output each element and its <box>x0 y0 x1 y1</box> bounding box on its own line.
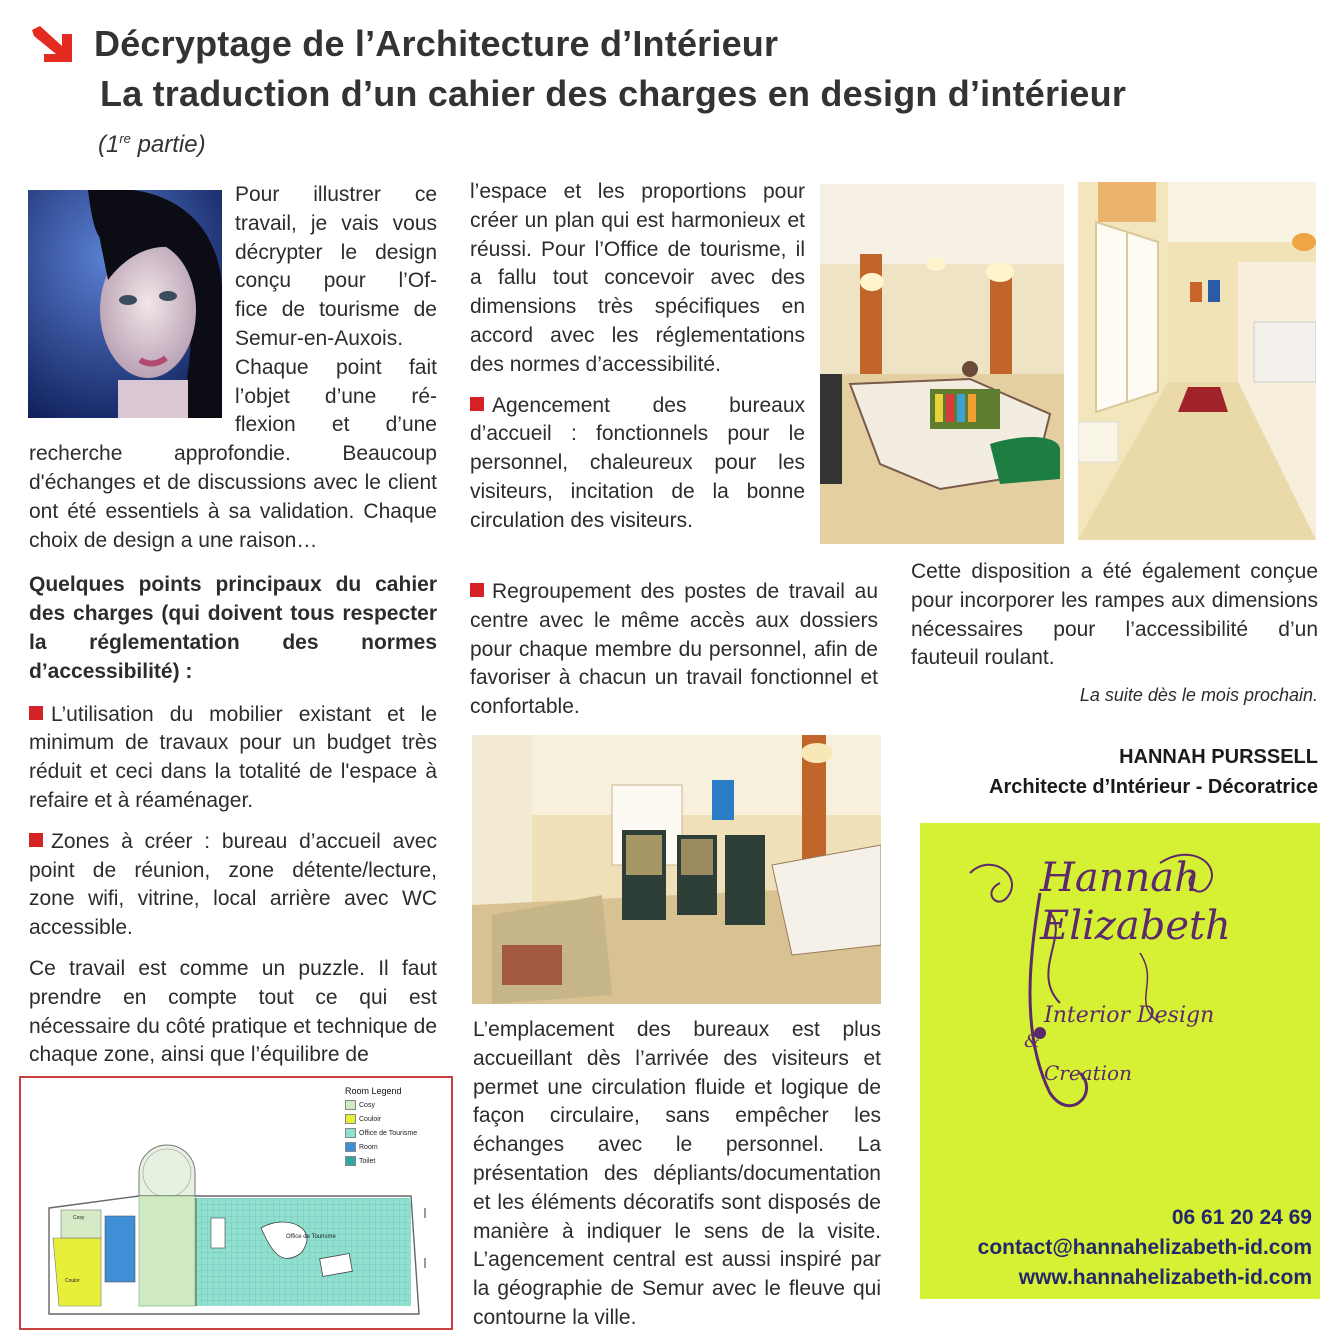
continuation-note: La suite dès le mois prochain. <box>1079 685 1318 706</box>
title-line-2: La traduction d’un cahier des charges en design d’intérieur <box>100 73 1127 114</box>
intro-line: conçu pour l’Of- <box>235 269 437 293</box>
legend-label: Cosy <box>359 1101 375 1109</box>
legend-swatch <box>345 1100 356 1110</box>
intro-line: Semur-en-Auxois. <box>235 326 404 350</box>
plan-cosy-label: Cosy <box>73 1215 85 1221</box>
plan-room-label: Office de Tourisme <box>286 1234 336 1240</box>
column-3 <box>911 558 1318 707</box>
paragraph-emplacement: L’emplacement des bureaux est plus accueillant dès l’arrivée des visiteurs et permet une circulation fluide et logique de façon circulaire, sans empêcher les échanges avec le personnel. La présentation des dépliants/documentation et les éléments décoratifs sont disposés de manière à indiquer le sens de la visite. L’agencement central est aussi inspiré par la géographie de Semur avec le fleuve qui contourne la ville. <box>473 1018 881 1329</box>
legend-item <box>345 1140 445 1154</box>
red-square-bullet-icon <box>29 833 43 847</box>
intro-line: flexion et d’une <box>235 413 437 437</box>
intro-paragraph <box>29 181 437 555</box>
contact-phone[interactable]: 06 61 20 24 69 <box>1171 1206 1312 1229</box>
title-line-1: Décryptage de l’Architecture d’Intérieur <box>94 23 779 64</box>
intro-line: Chaque point fait <box>235 355 437 379</box>
logo-line-2: Creation <box>1044 1061 1132 1085</box>
legend-label: Office de Tourisme <box>359 1129 418 1137</box>
red-heading: Quelques points principaux du cahier des charges (qui doivent tous respecter la réglementation des normes d’accessibilité) : <box>29 573 437 683</box>
intro-line: décrypter le design <box>235 240 437 264</box>
author-title: Architecte d’Intérieur - Décoratrice <box>989 776 1318 798</box>
red-arrow-icon <box>32 26 76 66</box>
intro-line: l’objet d’une ré- <box>235 384 437 408</box>
reception-desk-photo <box>820 184 1064 544</box>
author-name: HANNAH PURSSELL <box>1119 746 1318 768</box>
red-square-bullet-icon <box>470 397 484 411</box>
paragraph-disposition: Cette disposition a été également conçue pour incorporer les rampes aux dimensions nécessaires pour l’accessibilité d’un fauteuil roulant. <box>911 560 1318 670</box>
intro-line: travail, je vais vous <box>235 211 437 235</box>
intro-line: fice de tourisme de <box>235 298 437 322</box>
column-1 <box>29 181 437 1070</box>
bullet-4: Regroupement des postes de travail au centre avec le même accès aux dossiers pour chaque membre du personnel, afin de favoriser à chacun un travail fonctionnel et confortable. <box>470 580 878 719</box>
brochure-display-photo <box>472 735 881 1004</box>
logo-name-1: Hannah <box>1040 855 1200 901</box>
column-2 <box>470 178 805 536</box>
contact-email[interactable]: contact@hannahelizabeth-id.com <box>977 1236 1312 1259</box>
paragraph-proportions: l’espace et les proportions pour créer un plan qui est harmonieux et réussi. Pour l’Office de tourisme, il a fallu tout concevoir avec des dimensions très spécifiques en accord avec les réglementations des normes d’accessibilité. <box>470 180 805 376</box>
floor-plan-figure <box>19 1076 453 1330</box>
logo-line-1: Interior Design <box>1044 1003 1215 1028</box>
column-2-wide <box>470 578 878 722</box>
contact-website[interactable]: www.hannahelizabeth-id.com <box>1018 1266 1312 1289</box>
legend-item <box>345 1098 445 1112</box>
legend-swatch <box>345 1156 356 1166</box>
logo-name-2: Elizabeth <box>1040 903 1231 949</box>
intro-continuation: recherche approfondie. Beaucoup d'échanges et de discussions avec le client ont été essentiels à sa validation. Chaque choix de design a une raison… <box>29 442 437 552</box>
legend-swatch <box>345 1114 356 1124</box>
red-square-bullet-icon <box>29 706 43 720</box>
business-ad <box>920 823 1320 1299</box>
room-legend <box>345 1086 445 1168</box>
bullet-2: Zones à créer : bureau d’accueil avec point de réunion, zone détente/lecture, zone wifi, vitrine, local arrière avec WC accessible. <box>29 829 437 940</box>
paragraph-puzzle: Ce travail est comme un puzzle. Il faut prendre en compte tout ce qui est nécessaire du côté pratique et technique de chaque zone, ainsi que l’équilibre de <box>29 956 437 1067</box>
legend-title: Room Legend <box>345 1086 402 1096</box>
author-block <box>880 742 1318 802</box>
legend-item <box>345 1126 445 1140</box>
subtitle: (1re partie) <box>98 131 206 158</box>
plan-couloir-label: Coulor <box>65 1278 80 1284</box>
legend-swatch <box>345 1142 356 1152</box>
bullet-3: Agencement des bureaux d’accueil : fonctionnels pour le personnel, chaleureux pour les visiteurs, incitation de la bonne circulation des visiteurs. <box>470 393 805 532</box>
corridor-photo <box>1078 182 1316 540</box>
legend-label: Room <box>359 1143 378 1151</box>
intro-line: Pour illustrer ce <box>235 183 437 206</box>
legend-item <box>345 1154 445 1168</box>
column-2-bottom <box>473 1016 881 1333</box>
legend-label: Couloir <box>359 1115 382 1123</box>
red-square-bullet-icon <box>470 583 484 597</box>
legend-swatch <box>345 1128 356 1138</box>
bullet-1: L’utilisation du mobilier existant et le minimum de travaux pour un budget très réduit et ceci dans la totalité de l'espace à refaire et à réaménager. <box>29 702 437 812</box>
legend-item <box>345 1112 445 1126</box>
legend-label: Toilet <box>359 1157 376 1165</box>
logo-amp: & <box>1024 1031 1041 1052</box>
contact-block <box>920 1203 1312 1293</box>
